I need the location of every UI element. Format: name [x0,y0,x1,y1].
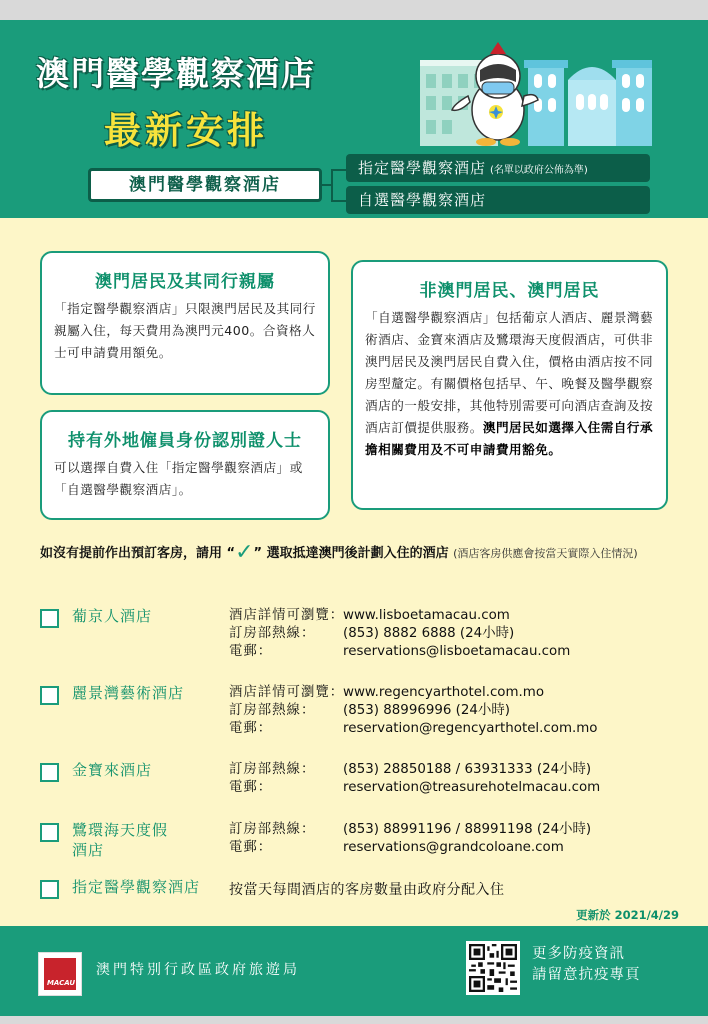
info-box-bold-note: 澳門居民如選擇入住需自行承擔相關費用及不可申請費用豁免。 [365,420,654,457]
hotel-name: 指定醫學觀察酒店 [72,878,201,896]
hotel-name: 葡京人酒店 [72,607,153,625]
hotel-name: 金寶來酒店 [72,761,153,779]
option-self-selected-hotel: 自選醫學觀察酒店 [346,186,650,214]
more-info-text: 更多防疫資訊 請留意抗疫專頁 [532,946,641,983]
hotel-checkbox[interactable] [40,686,59,705]
hotel-email[interactable]: reservation@treasurehotelmacau.com [343,780,601,795]
info-label: 電郵： [229,644,273,659]
hotel-phone: (853) 28850188 / 63931333 (24小時) [343,762,592,777]
hotel-checkbox[interactable] [40,763,59,782]
info-box-text: 可以選擇自費入住「指定醫學觀察酒店」或「自選醫學觀察酒店」。 [54,460,303,497]
info-label: 電郵： [229,840,273,855]
hotel-phone: (853) 88996996 (24小時) [343,703,510,718]
hotel-name: 鷺環海天度假酒店 [72,821,169,859]
info-label: 酒店詳情可瀏覽： [229,608,345,623]
info-box-macau-residents [40,251,330,395]
hotel-email[interactable]: reservations@grandcoloane.com [343,840,564,855]
organization-name: 澳門特別行政區政府旅遊局 [96,962,300,978]
hotel-website[interactable]: www.regencyarthotel.com.mo [343,685,545,700]
info-label: 訂房部熱線： [229,703,316,718]
footer-banner [0,926,708,1016]
info-label: 酒店詳情可瀏覽： [229,685,345,700]
selection-instruction: 如沒有提前作出預訂客房，請用 “✓” 選取抵達澳門後計劃入住的酒店 (酒店客房供應會按當天實際入住情況) [40,540,638,565]
qr-code-icon[interactable] [466,941,520,995]
updated-date: 更新於 2021/4/29 [576,908,679,922]
info-label: 訂房部熱線： [229,822,316,837]
hotel-phone: (853) 8882 6888 (24小時) [343,626,515,641]
hotel-checkbox[interactable] [40,880,59,899]
mascot-buildings-illustration [420,34,652,146]
info-label: 訂房部熱線： [229,762,316,777]
hotel-website[interactable]: www.lisboetamacau.com [343,608,510,623]
info-box-title: 非澳門居民、澳門居民 [419,281,600,301]
info-box-non-residents [351,260,668,510]
info-label: 訂房部熱線： [229,626,316,641]
option-designated-note: (名單以政府公佈為準) [490,165,588,176]
checkmark-icon: ✓ [235,540,254,565]
hotel-email[interactable]: reservation@regencyarthotel.com.mo [343,721,598,736]
hotel-phone: (853) 88991196 / 88991198 (24小時) [343,822,592,837]
info-box-foreign-workers [40,410,330,520]
poster [0,20,708,1016]
hotel-checkbox[interactable] [40,823,59,842]
hotel-email[interactable]: reservations@lisboetamacau.com [343,644,571,659]
info-box-title: 澳門居民及其同行親屬 [95,272,275,292]
macau-tourism-logo: MACAU [38,952,82,996]
branch-connector [322,168,346,204]
main-title: 澳門醫學觀察酒店 [36,54,316,93]
info-label: 電郵： [229,721,273,736]
header-banner [0,20,708,218]
info-box-title: 持有外地僱員身份認別證人士 [68,431,302,451]
hotel-checkbox[interactable] [40,609,59,628]
info-label: 電郵： [229,780,273,795]
info-box-text: 「自選醫學觀察酒店」包括葡京人酒店、麗景灣藝術酒店、金寶來酒店及鷺環海天度假酒店，可供非澳門居民及澳門居民自費入住，價格由酒店按不同房型釐定。有關價格包括早、午、晚餐及醫學觀察酒店的一般安排，其他特別需要可向酒店查詢及按酒店訂價提供服務。澳門居民如選擇入住需自行承擔相關費用及不可申請費用豁免。 [365,310,654,457]
hotel-category-label: 澳門醫學觀察酒店 [88,168,322,202]
main-subtitle: 最新安排 [104,109,268,152]
instruction-note: (酒店客房供應會按當天實際入住情況) [453,547,638,560]
allocation-note: 按當天每間酒店的客房數量由政府分配入住 [229,882,505,898]
info-box-text: 「指定醫學觀察酒店」只限澳門居民及其同行親屬入住，每天費用為澳門元400。合資格人士可申請費用額免。 [54,301,316,360]
option-designated-hotel: 指定醫學觀察酒店 (名單以政府公佈為準) [346,154,650,182]
hotel-name: 麗景灣藝術酒店 [72,684,185,702]
